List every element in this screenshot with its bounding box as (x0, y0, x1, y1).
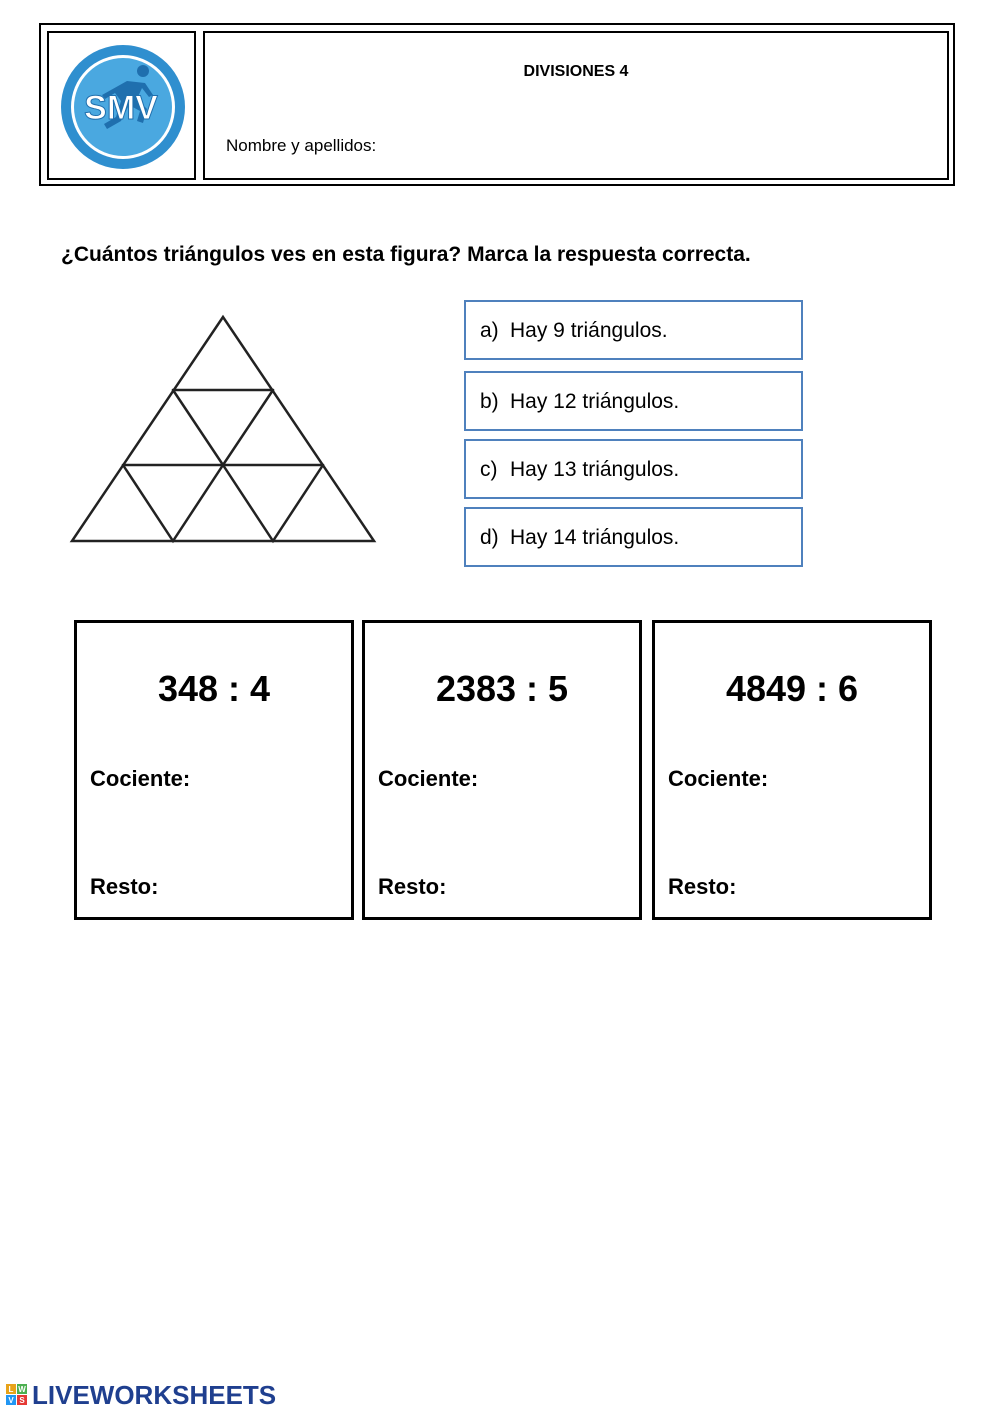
division-expression: 2383 : 5 (435, 668, 569, 709)
quotient-label: Cociente: (90, 766, 191, 791)
smv-logo (57, 41, 190, 174)
svg-text:V: V (8, 1396, 14, 1405)
division-box-3 (652, 620, 932, 920)
liveworksheets-logo-icon (6, 1384, 28, 1406)
remainder-label: Resto: (668, 874, 737, 899)
division-expression: 348 : 4 (157, 668, 271, 709)
logo-text: SMV (84, 89, 158, 127)
quotient-label: Cociente: (378, 766, 479, 791)
answer-option-a[interactable] (464, 300, 803, 360)
info-cell (203, 31, 949, 180)
option-letter: d) (480, 526, 499, 549)
answer-option-c[interactable] (464, 439, 803, 499)
option-text: Hay 13 triángulos. (510, 458, 680, 481)
option-text: Hay 12 triángulos. (510, 390, 680, 413)
answer-option-b[interactable] (464, 371, 803, 431)
svg-text:W: W (18, 1385, 26, 1394)
answer-option-d[interactable] (464, 507, 803, 567)
inner-v-top (173, 390, 273, 465)
worksheet-title: DIVISIONES 4 (523, 63, 629, 80)
option-letter: b) (480, 390, 499, 413)
svg-text:S: S (19, 1396, 25, 1405)
inner-zigzag-bottom (123, 465, 323, 541)
division-box-1 (74, 620, 354, 920)
remainder-label: Resto: (90, 874, 159, 899)
option-letter: c) (480, 458, 498, 481)
division-expression: 4849 : 6 (725, 668, 859, 709)
logo-cell (47, 31, 196, 180)
option-text: Hay 14 triángulos. (510, 526, 680, 549)
svg-text:L: L (8, 1385, 14, 1394)
footer-brand-text[interactable]: LIVEWORKSHEETS (32, 1380, 277, 1410)
name-field-label: Nombre y apellidos: (226, 136, 377, 155)
remainder-label: Resto: (378, 874, 447, 899)
option-text: Hay 9 triángulos. (510, 319, 668, 342)
outer-triangle (72, 317, 374, 541)
question-prompt: ¿Cuántos triángulos ves en esta figura? Marca la respuesta correcta. (61, 243, 751, 266)
division-box-2 (362, 620, 642, 920)
triangle-figure (68, 313, 378, 545)
option-letter: a) (480, 319, 499, 342)
quotient-label: Cociente: (668, 766, 769, 791)
